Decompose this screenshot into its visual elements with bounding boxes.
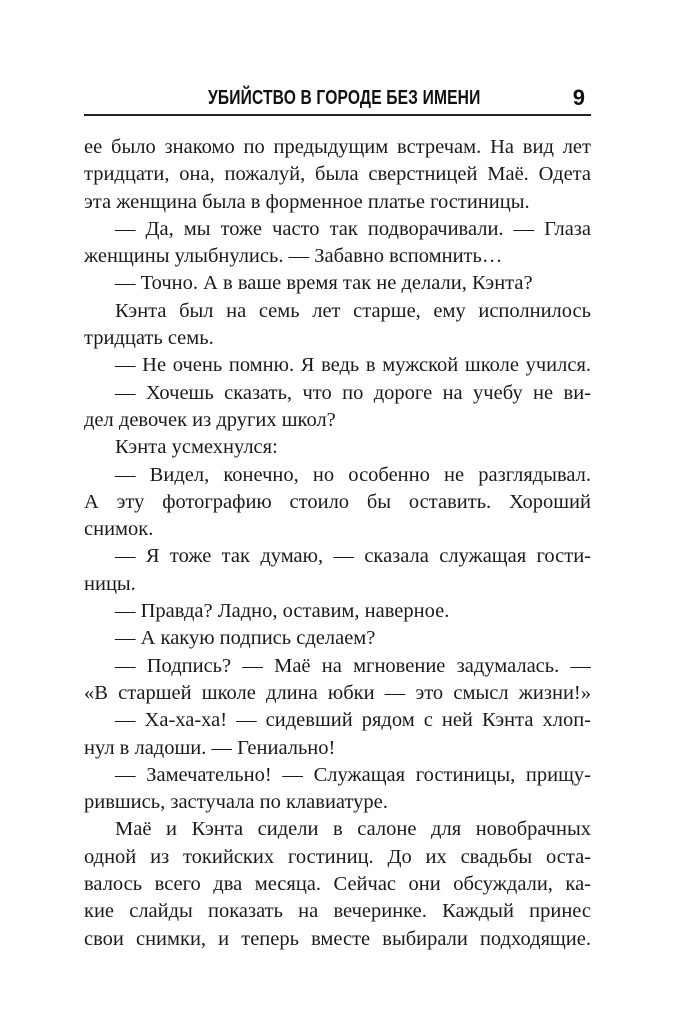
text-line: — Ха-ха-ха! — сидевший рядом с ней Кэнта хлоп- xyxy=(115,709,591,732)
body-text xyxy=(84,134,591,953)
text-line: — Я тоже так думаю, — сказала служащая гости- xyxy=(115,545,591,568)
text-line: — Хочешь сказать, что по дороге на учебу не ви- xyxy=(115,381,591,404)
text-line: — Не очень помню. Я ведь в мужской школе учился. xyxy=(115,354,591,377)
text-line: снимок. xyxy=(84,518,154,541)
text-line: валось всего два месяца. Сейчас они обсуждали, ка- xyxy=(84,873,591,896)
running-header xyxy=(84,84,591,116)
text-line: — Точно. А в ваше время так не делали, Кэнта? xyxy=(115,272,533,295)
page-number: 9 xyxy=(572,85,585,110)
text-line: Кэнта был на семь лет старше, ему исполнилось xyxy=(115,299,591,322)
text-line: дел девочек из других школ? xyxy=(84,408,336,431)
text-line: кие слайды показать на вечеринке. Каждый принес xyxy=(84,900,591,923)
text-line: нул в ладоши. — Гениально! xyxy=(84,736,336,759)
text-line: Кэнта усмехнулся: xyxy=(115,436,278,459)
text-line: — А какую подпись сделаем? xyxy=(115,627,376,650)
text-line: «В старшей школе длина юбки — это смысл жизни!» xyxy=(84,681,591,704)
text-line: — Правда? Ладно, оставим, наверное. xyxy=(115,600,450,623)
text-line: — Да, мы тоже часто так подворачивали. — Глаза xyxy=(115,217,591,240)
text-line: одной из токийских гостиниц. До их свадьбы оста- xyxy=(84,845,591,868)
text-line: — Подпись? — Маё на мгновение задумалась. — xyxy=(115,654,591,677)
text-line: тридцать семь. xyxy=(84,327,214,350)
text-line: — Видел, конечно, но особенно не разглядывал. xyxy=(115,463,591,486)
text-line: рившись, застучала по клавиатуре. xyxy=(84,791,388,814)
text-line: эта женщина была в форменное платье гостиницы. xyxy=(84,190,530,213)
text-line: Маё и Кэнта сидели в салоне для новобрачных xyxy=(115,818,591,841)
text-line: ее было знакомо по предыдущим встречам. На вид лет xyxy=(84,136,591,158)
running-title: УБИЙСТВО В ГОРОДЕ БЕЗ ИМЕНИ xyxy=(208,87,481,109)
text-line: свои снимки, и теперь вместе выбирали подходящие. xyxy=(84,927,591,950)
text-line: тридцати, она, пожалуй, была сверстницей Маё. Одета xyxy=(84,163,591,186)
text-line: ницы. xyxy=(84,572,136,595)
text-line: — Замечательно! — Служащая гостиницы, прищу- xyxy=(115,763,591,786)
text-line: А эту фотографию стоило бы оставить. Хороший xyxy=(84,490,591,513)
text-line: женщины улыбнулись. — Забавно вспомнить… xyxy=(84,245,503,268)
